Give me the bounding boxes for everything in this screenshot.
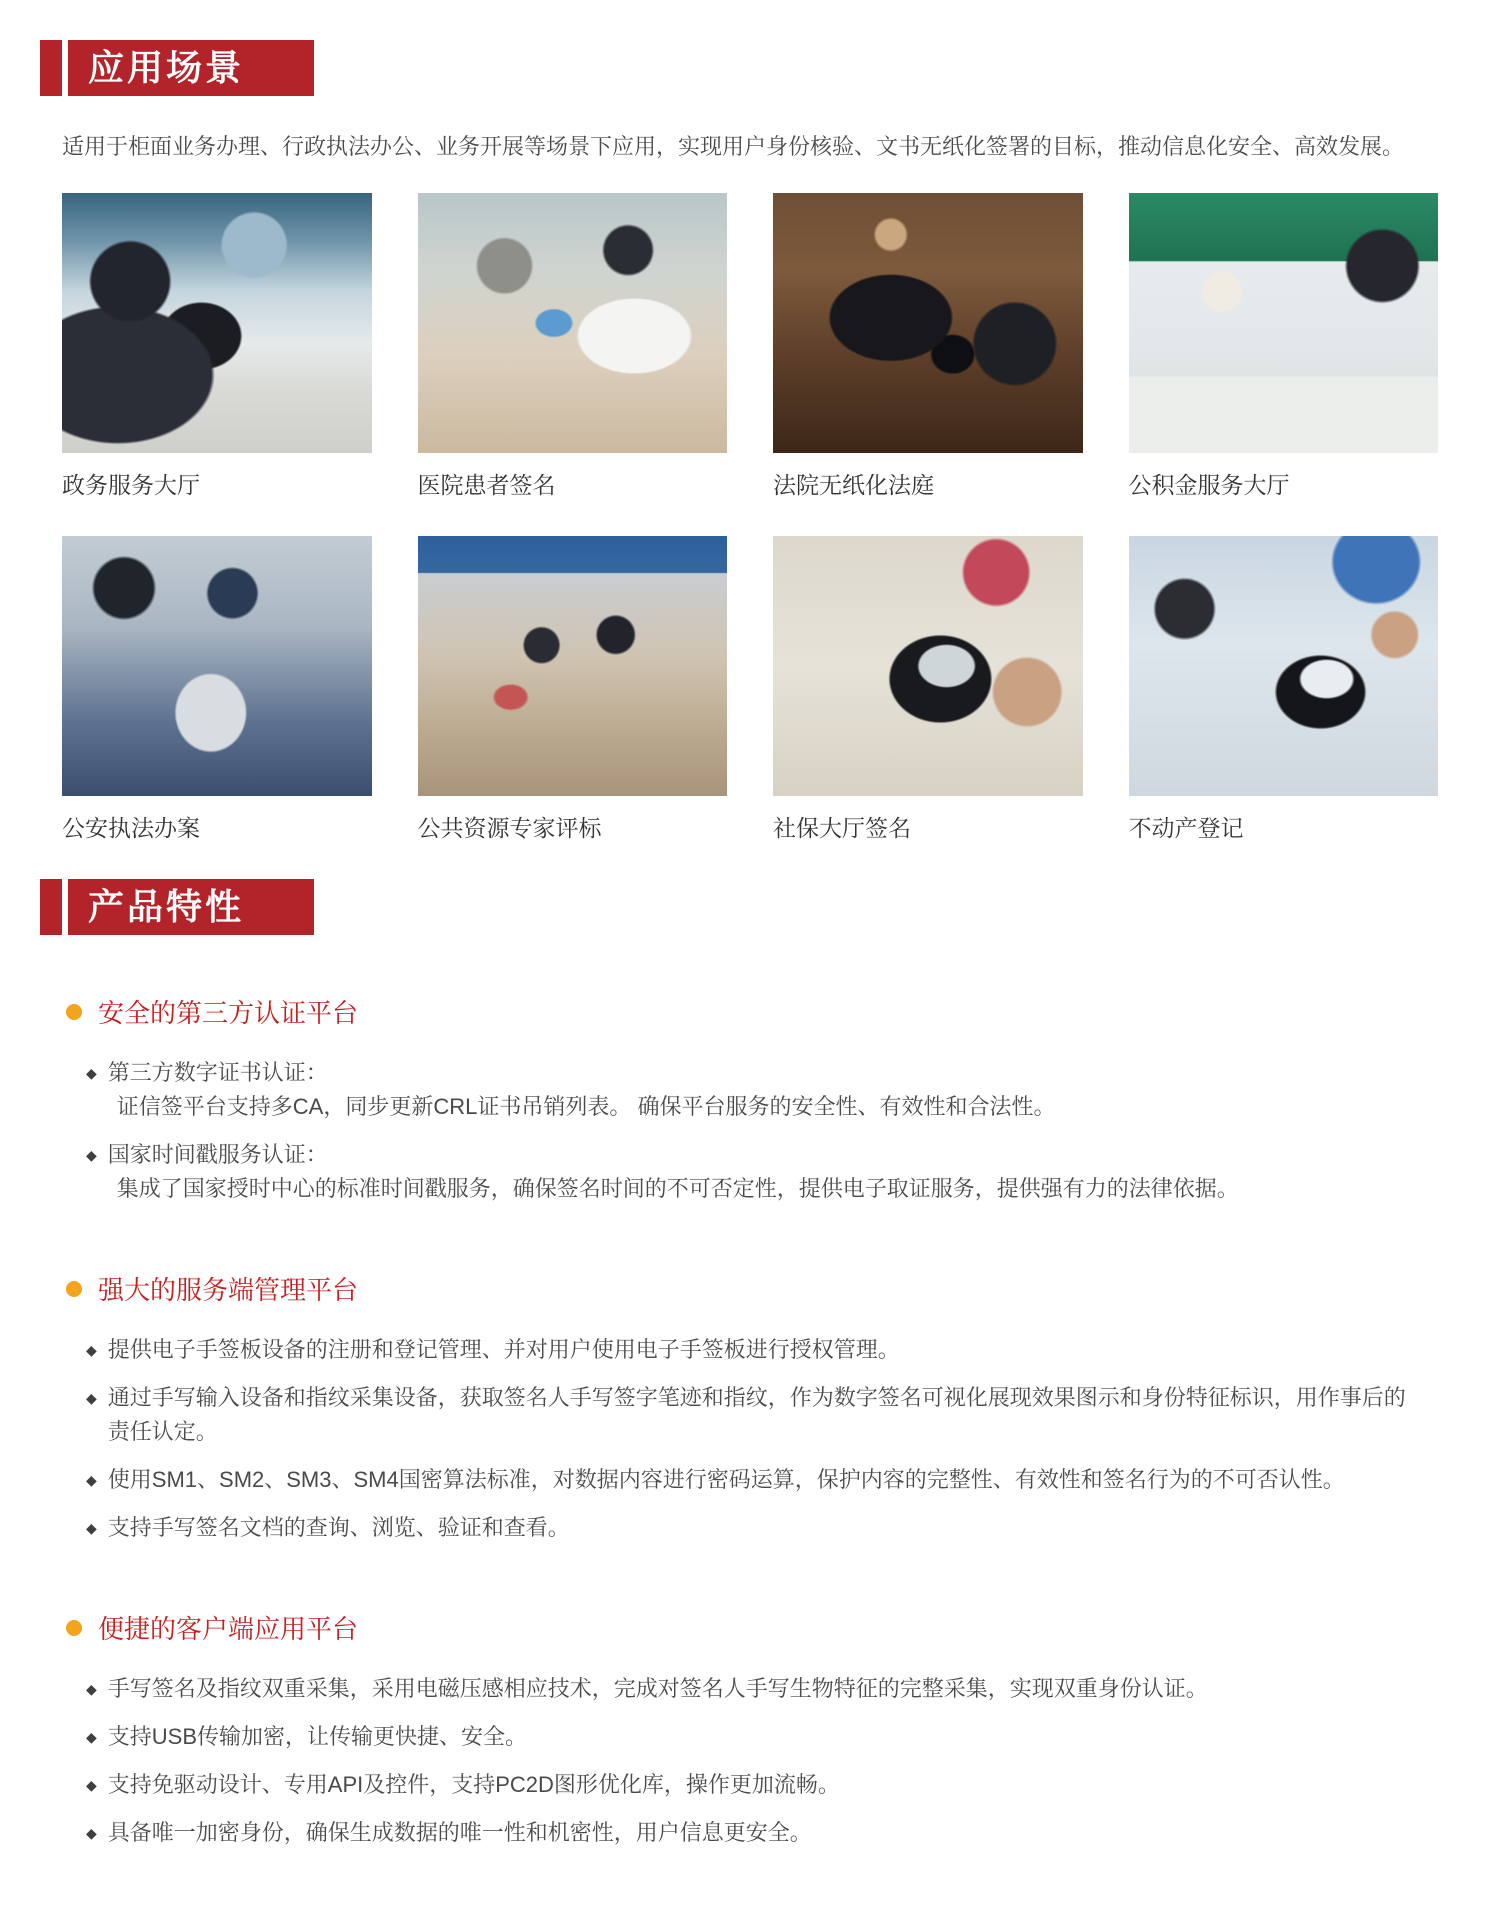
feature-items — [86, 1333, 1438, 1545]
photo-government-service-hall — [62, 193, 372, 453]
feature-item-body: 集成了国家授时中心的标准时间戳服务，确保签名时间的不可否定性，提供电子取证服务，提供强有力的法律依据。 — [116, 1176, 1239, 1201]
diamond-bullet-icon: ◆ — [86, 1472, 97, 1488]
feature-item-body: 具备唯一加密身份，确保生成数据的唯一性和机密性，用户信息更安全。 — [107, 1820, 812, 1845]
product-features-title: 产品特性 — [68, 879, 314, 935]
gallery-item — [1129, 536, 1439, 843]
photo-caption: 公积金服务大厅 — [1128, 472, 1290, 498]
diamond-bullet-icon: ◆ — [86, 1777, 97, 1793]
feature-item-lead: 第三方数字证书认证： — [107, 1060, 328, 1085]
diamond-bullet-icon: ◆ — [86, 1147, 97, 1163]
diamond-bullet-icon: ◆ — [86, 1342, 97, 1358]
application-scenarios-title: 应用场景 — [68, 40, 314, 96]
photo-caption: 公安执法办案 — [62, 815, 200, 841]
application-scenarios-header — [40, 40, 1500, 96]
photo-caption: 社保大厅签名 — [773, 815, 911, 841]
feature-item — [86, 1768, 1438, 1802]
photo-public-resources-expert-evaluation — [418, 536, 728, 796]
feature-item — [86, 1463, 1438, 1497]
photo-social-security-hall-signing — [773, 536, 1083, 796]
photo-court-paperless-courtroom — [773, 193, 1083, 453]
feature-group-client-application-platform — [62, 1609, 1438, 1850]
feature-item — [86, 1511, 1438, 1545]
feature-item-body: 支持手写签名文档的查询、浏览、验证和查看。 — [107, 1515, 570, 1540]
product-features-header — [40, 879, 1500, 935]
gallery-item — [62, 193, 372, 500]
feature-item — [86, 1720, 1438, 1754]
feature-item — [86, 1672, 1438, 1706]
orange-bullet-icon — [66, 1620, 82, 1636]
feature-item-body: 支持免驱动设计、专用API及控件，支持PC2D图形优化库，操作更加流畅。 — [107, 1772, 840, 1797]
diamond-bullet-icon: ◆ — [86, 1681, 97, 1697]
scenario-gallery — [62, 193, 1438, 879]
feature-group-title-row — [66, 1609, 1438, 1646]
gallery-item — [62, 536, 372, 843]
gallery-item — [1129, 193, 1439, 500]
feature-item-body: 证信签平台支持多CA，同步更新CRL证书吊销列表。 确保平台服务的安全性、有效性和合法性。 — [116, 1094, 1056, 1119]
feature-group-title-row — [66, 1270, 1438, 1307]
feature-item-body: 提供电子手签板设备的注册和登记管理、并对用户使用电子手签板进行授权管理。 — [107, 1337, 900, 1362]
feature-item — [86, 1381, 1438, 1449]
photo-caption: 法院无纸化法庭 — [773, 472, 934, 498]
feature-group-title: 强大的服务端管理平台 — [98, 1275, 359, 1305]
gallery-item — [773, 193, 1083, 500]
photo-caption: 医院患者签名 — [417, 472, 556, 498]
feature-item — [86, 1816, 1438, 1850]
diamond-bullet-icon: ◆ — [86, 1825, 97, 1841]
orange-bullet-icon — [66, 1281, 82, 1297]
diamond-bullet-icon: ◆ — [86, 1390, 97, 1406]
photo-police-law-enforcement — [62, 536, 372, 796]
orange-bullet-icon — [66, 1004, 82, 1020]
gallery-item — [773, 536, 1083, 843]
feature-item — [86, 1056, 1438, 1124]
gallery-item — [418, 536, 728, 843]
diamond-bullet-icon: ◆ — [86, 1520, 97, 1536]
feature-items — [86, 1672, 1438, 1850]
badge-accent-bar — [40, 40, 62, 96]
feature-item-body: 手写签名及指纹双重采集，采用电磁压感相应技术，完成对签名人手写生物特征的完整采集，实现双重身份认证。 — [107, 1676, 1208, 1701]
intro-paragraph: 适用于柜面业务办理、行政执法办公、业务开展等场景下应用，实现用户身份核验、文书无纸化签署的目标，推动信息化安全、高效发展。 — [62, 134, 1405, 159]
badge-accent-bar — [40, 879, 62, 935]
feature-item-body: 支持USB传输加密，让传输更快捷、安全。 — [107, 1724, 528, 1749]
feature-group-title: 安全的第三方认证平台 — [98, 998, 359, 1028]
photo-caption: 公共资源专家评标 — [417, 815, 602, 841]
feature-item-body: 使用SM1、SM2、SM3、SM4国密算法标准，对数据内容进行密码运算，保护内容的完整性、有效性和签名行为的不可否认性。 — [107, 1467, 1345, 1492]
feature-item — [86, 1333, 1438, 1367]
feature-group-secure-third-party-platform — [62, 993, 1438, 1206]
photo-caption: 政务服务大厅 — [62, 472, 200, 498]
feature-item-lead: 国家时间戳服务认证： — [107, 1142, 328, 1167]
feature-group-server-management-platform — [62, 1270, 1438, 1545]
photo-caption: 不动产登记 — [1128, 815, 1244, 841]
features-list — [62, 993, 1438, 1850]
photo-provident-fund-hall — [1129, 193, 1439, 453]
diamond-bullet-icon: ◆ — [86, 1729, 97, 1745]
photo-hospital-patient-signing — [418, 193, 728, 453]
feature-group-title: 便捷的客户端应用平台 — [98, 1614, 359, 1644]
diamond-bullet-icon: ◆ — [86, 1065, 97, 1081]
gallery-item — [418, 193, 728, 500]
feature-item-body: 通过手写输入设备和指纹采集设备，获取签名人手写签字笔迹和指纹，作为数字签名可视化展现效果图示和身份特征标识，用作事后的责任认定。 — [107, 1385, 1406, 1444]
feature-items — [86, 1056, 1438, 1206]
feature-item — [86, 1138, 1438, 1206]
photo-real-estate-registration — [1129, 536, 1439, 796]
feature-group-title-row — [66, 993, 1438, 1030]
